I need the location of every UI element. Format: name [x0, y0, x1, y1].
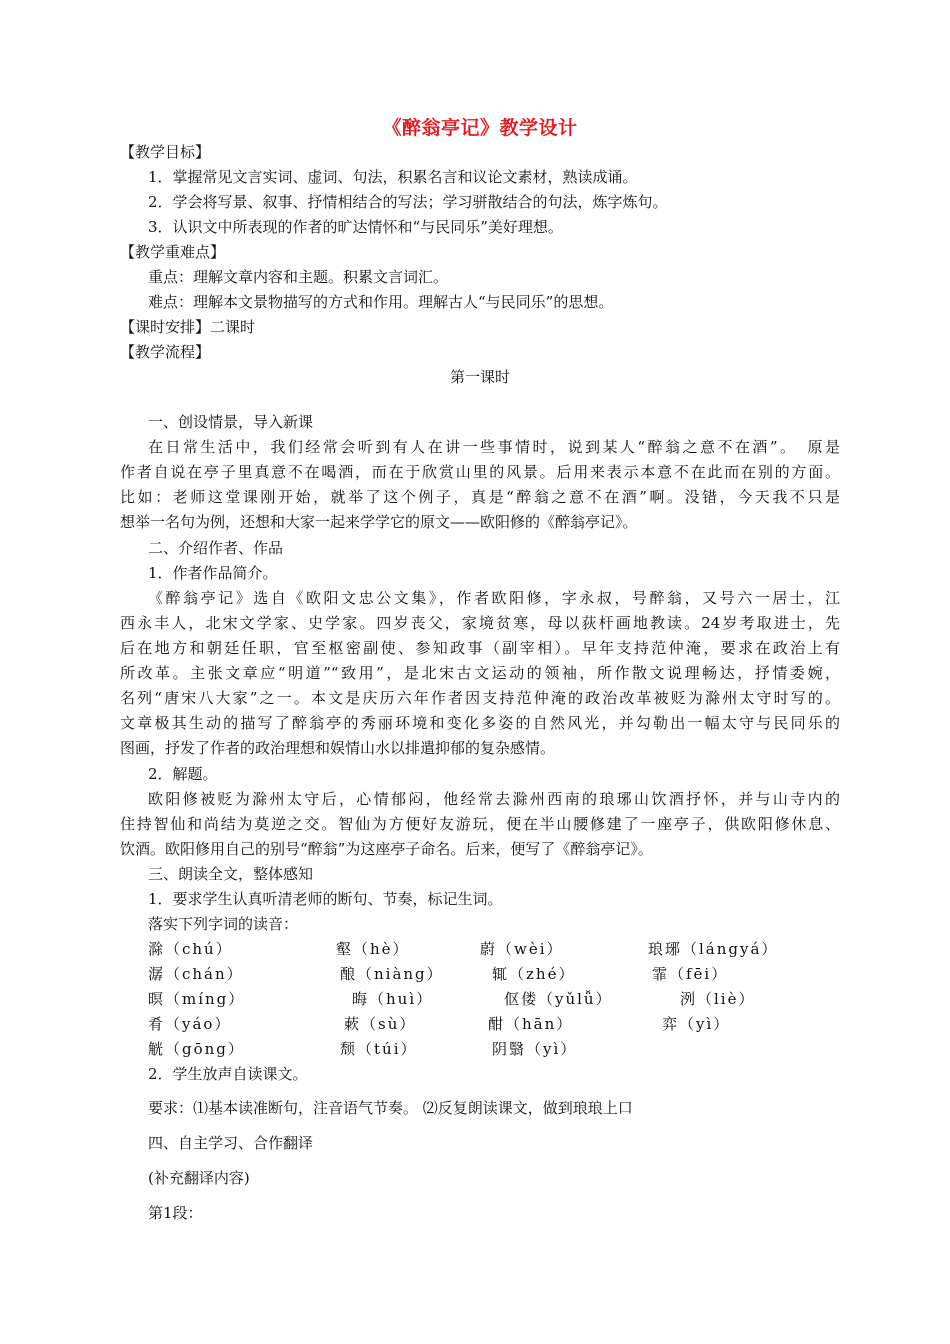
paragraph-line: 比如：老师这堂课刚开始，就举了这个例子，真是“醉翁之意不在酒”啊。没错，今天我不只是	[120, 488, 840, 506]
vocab-item: 蔚（wèi）	[480, 940, 564, 958]
objective-item: 3．认识文中所表现的作者的旷达情怀和“与民同乐”美好理想。	[148, 218, 563, 236]
vocab-item: 琅琊（lángyá）	[648, 940, 779, 958]
paragraph-label: 第1段：	[148, 1204, 203, 1222]
vocab-item: 辄（zhé）	[492, 965, 576, 983]
vocab-item: 晦（huì）	[352, 990, 434, 1008]
paragraph-line: 作者自说在亭子里真意不在喝酒，而在于欣赏山里的风景。后用来表示本意不在此而在别的方面。	[120, 463, 840, 481]
paragraph-line: 在日常生活中，我们经常会听到有人在讲一些事情时，说到某人“醉翁之意不在酒”。 原是	[148, 438, 840, 456]
paragraph-line: 名列“唐宋八大家”之一。本文是庆历六年作者因支持范仲淹的政治改革被贬为滁州太守时写的。	[120, 689, 840, 707]
document-title: 《醉翁亭记》教学设计	[382, 117, 578, 139]
paragraph-line: 《醉翁亭记》选自《欧阳文忠公文集》，作者欧阳修，字永叔，号醉翁，又号六一居士，江	[148, 589, 840, 607]
section-heading: 二、介绍作者、作品	[148, 539, 284, 557]
paragraph-line: 后在地方和朝廷任职，官至枢密副使、参知政事（副宰相）。早年支持范仲淹，要求在政治上有	[120, 639, 840, 657]
vocab-item: 洌（liè）	[680, 990, 756, 1008]
paragraph-line: 饮酒。欧阳修用自己的别号“醉翁”为这座亭子命名。后来，便写了《醉翁亭记》。	[120, 840, 653, 858]
subsection-heading: 1．作者作品简介。	[148, 564, 278, 582]
lesson-title: 第一课时	[449, 368, 510, 386]
vocab-item: 壑（hè）	[336, 940, 410, 958]
paragraph-line: 所改革。主张文章应“明道”“致用”，是北宋古文运动的领袖，所作散文说理畅达，抒情委婉，	[120, 664, 840, 682]
vocab-item: 肴（yáo）	[148, 1015, 232, 1033]
objectives-heading: 【教学目标】	[120, 143, 211, 161]
difficult-point: 难点：理解本文景物描写的方式和作用。理解古人“与民同乐”的思想。	[148, 293, 614, 311]
objective-item: 1．掌握常见文言实词、虚词、句法，积累名言和议论文素材，熟读成诵。	[148, 168, 638, 186]
section-heading: 三、朗读全文，整体感知	[148, 865, 314, 883]
vocab-item: 暝（míng）	[148, 990, 246, 1008]
vocab-item: 霏（fēi）	[652, 965, 729, 983]
requirement-line: 要求：⑴基本读准断句，注音语气节奏。 ⑵反复朗读课文，做到琅琅上口	[148, 1099, 633, 1117]
subsection-heading: 2．解题。	[148, 765, 218, 783]
paragraph-line: 欧阳修被贬为滁州太守后，心情郁闷，他经常去滁州西南的琅琊山饮酒抒怀，并与山寺内的	[148, 790, 840, 808]
vocab-item: 蔌（sù）	[344, 1015, 417, 1033]
schedule-line: 【课时安排】二课时	[120, 318, 256, 336]
vocab-item: 弈（yì）	[662, 1015, 731, 1033]
objective-item: 2．学会将写景、叙事、抒情相结合的写法；学习骈散结合的句法，炼字炼句。	[148, 193, 668, 211]
vocab-item: 伛偻（yǔlǚ）	[504, 990, 613, 1008]
paragraph-line: 图画，抒发了作者的政治理想和娱情山水以排遣抑郁的复杂感情。	[120, 739, 556, 757]
paragraph-line: 西永丰人，北宋文学家、史学家。四岁丧父，家境贫寒，母以荻杆画地教读。24岁考取进士，先	[120, 614, 840, 632]
vocab-item: 颓（túi）	[340, 1040, 418, 1058]
list-item: 1．要求学生认真听清老师的断句、节奏，标记生词。	[148, 890, 503, 908]
vocab-item: 阴翳（yì）	[492, 1040, 578, 1058]
vocab-item: 酣（hān）	[488, 1015, 574, 1033]
paragraph-line: 文章极其生动的描写了醉翁亭的秀丽环境和变化多姿的自然风光，并勾勒出一幅太守与民同乐的	[120, 714, 840, 732]
vocab-intro: 落实下列字词的读音：	[148, 915, 299, 933]
vocab-item: 觥（gōng）	[148, 1040, 245, 1058]
note-line: (补充翻译内容)	[148, 1169, 250, 1187]
vocab-item: 潺（chán）	[148, 965, 244, 983]
list-item: 2．学生放声自读课文。	[148, 1065, 308, 1083]
paragraph-line: 想举一名句为例，还想和大家一起来学学它的原文——欧阳修的《醉翁亭记》。	[120, 513, 638, 531]
key-points-heading: 【教学重难点】	[120, 243, 226, 261]
key-point: 重点：理解文章内容和主题。积累文言词汇。	[148, 268, 449, 286]
section-heading: 四、自主学习、合作翻译	[148, 1134, 314, 1152]
section-heading: 一、创设情景，导入新课	[148, 413, 314, 431]
vocab-item: 酿（niàng）	[340, 965, 444, 983]
vocab-item: 滁（chú）	[148, 940, 233, 958]
paragraph-line: 住持智仙和尚结为莫逆之交。智仙为方便好友游玩，便在半山腰修建了一座亭子，供欧阳修休息、	[120, 815, 840, 833]
process-heading: 【教学流程】	[120, 343, 211, 361]
